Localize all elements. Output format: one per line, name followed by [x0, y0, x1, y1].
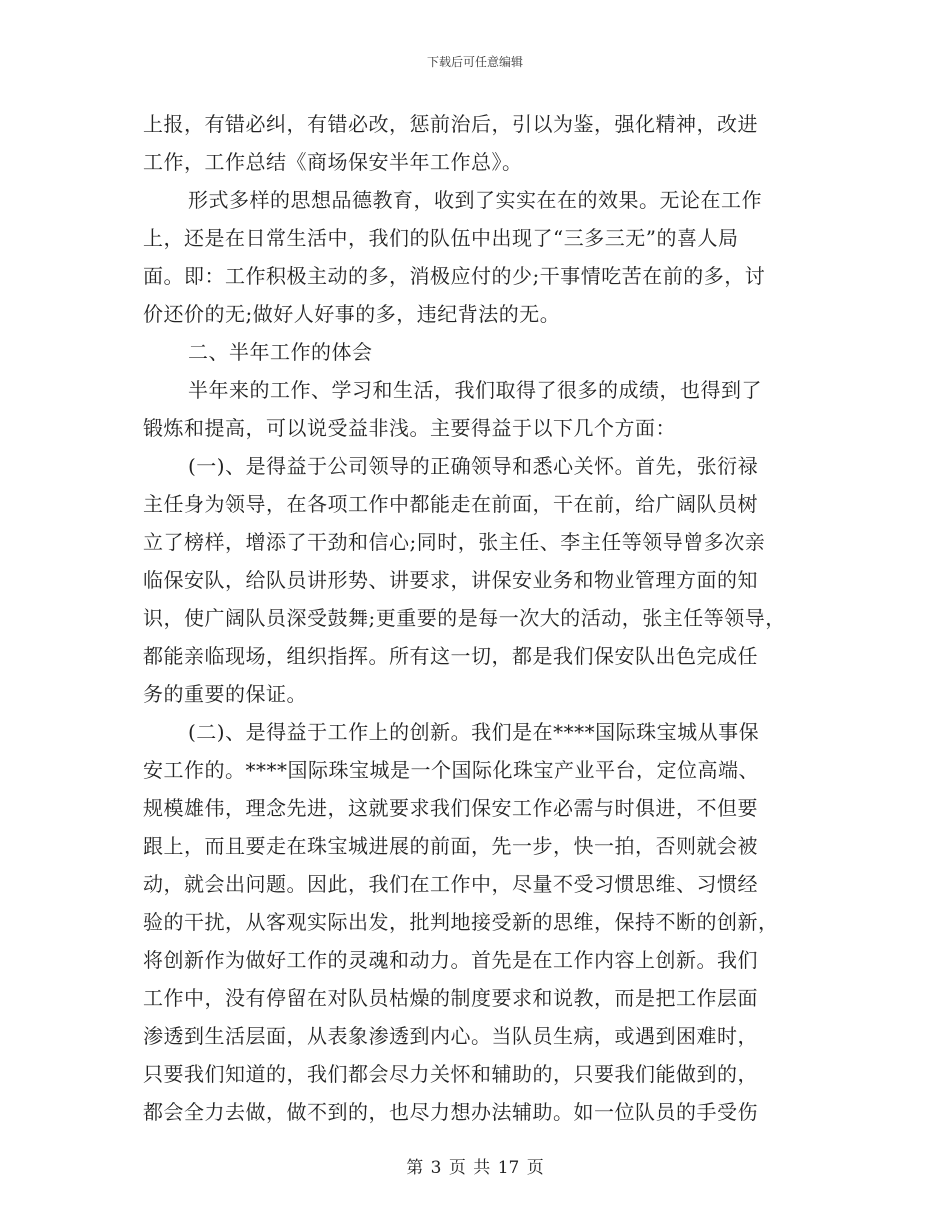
text-line: 规模雄伟，理念先进，这就要求我们保安工作必需与时俱进，不但要 — [143, 796, 758, 820]
text-line: 上，还是在日常生活中，我们的队伍中出现了“三多三无”的喜人局 — [143, 226, 739, 250]
text-line: 验的干扰，从客观实际出发，批判地接受新的思维，保持不断的创新， — [143, 910, 779, 934]
text-line: 价还价的无;做好人好事的多，违纪背法的无。 — [143, 302, 561, 326]
text-line: 锻炼和提高，可以说受益非浅。主要得益于以下几个方面： — [143, 416, 676, 440]
text-line: 立了榜样，增添了干劲和信心;同时，张主任、李主任等领导曾多次亲 — [143, 530, 766, 554]
page-header: 下载后可任意编辑 — [426, 55, 523, 69]
text-line: 面。即：工作积极主动的多，消极应付的少;干事情吃苦在前的多，讨 — [143, 264, 766, 288]
text-line: 工作中，没有停留在对队员枯燥的制度要求和说教，而是把工作层面 — [143, 986, 758, 1010]
text-line: 都会全力去做，做不到的，也尽力想办法辅助。如一位队员的手受伤 — [143, 1100, 758, 1124]
text-line: 识，使广阔队员深受鼓舞;更重要的是每一次大的活动，张主任等领导， — [143, 606, 786, 630]
text-line: 临保安队，给队员讲形势、讲要求，讲保安业务和物业管理方面的知 — [143, 568, 758, 592]
text-line: 跟上，而且要走在珠宝城进展的前面，先一步，快一拍，否则就会被 — [143, 834, 758, 858]
text-line: (一)、是得益于公司领导的正确领导和悉心关怀。首先，张衍禄 — [188, 454, 759, 478]
text-line: 务的重要的保证。 — [143, 682, 307, 706]
text-line: 渗透到生活层面，从表象渗透到内心。当队员生病，或遇到困难时， — [143, 1024, 758, 1048]
text-line: 安工作的。****国际珠宝城是一个国际化珠宝产业平台，定位高端、 — [143, 758, 759, 782]
text-line: 将创新作为做好工作的灵魂和动力。首先是在工作内容上创新。我们 — [143, 948, 758, 972]
section-heading: 二、半年工作的体会 — [188, 340, 373, 364]
text-line: 半年来的工作、学习和生活，我们取得了很多的成绩，也得到了 — [188, 378, 762, 402]
text-line: 都能亲临现场，组织指挥。所有这一切，都是我们保安队出色完成任 — [143, 644, 758, 668]
text-line: 动，就会出问题。因此，我们在工作中，尽量不受习惯思维、习惯经 — [143, 872, 758, 896]
page-number: 第 3 页 共 17 页 — [406, 1158, 544, 1178]
text-line: 工作，工作总结《商场保安半年工作总》。 — [143, 150, 523, 174]
text-line: 形式多样的思想品德教育，收到了实实在在的效果。无论在工作 — [188, 188, 762, 212]
text-line: 只要我们知道的，我们都会尽力关怀和辅助的，只要我们能做到的， — [143, 1062, 758, 1086]
text-line: 上报，有错必纠，有错必改，惩前治后，引以为鉴，强化精神，改进 — [143, 112, 758, 136]
text-line: (二)、是得益于工作上的创新。我们是在****国际珠宝城从事保 — [188, 720, 760, 744]
text-line: 主任身为领导，在各项工作中都能走在前面，干在前，给广阔队员树 — [143, 492, 758, 516]
